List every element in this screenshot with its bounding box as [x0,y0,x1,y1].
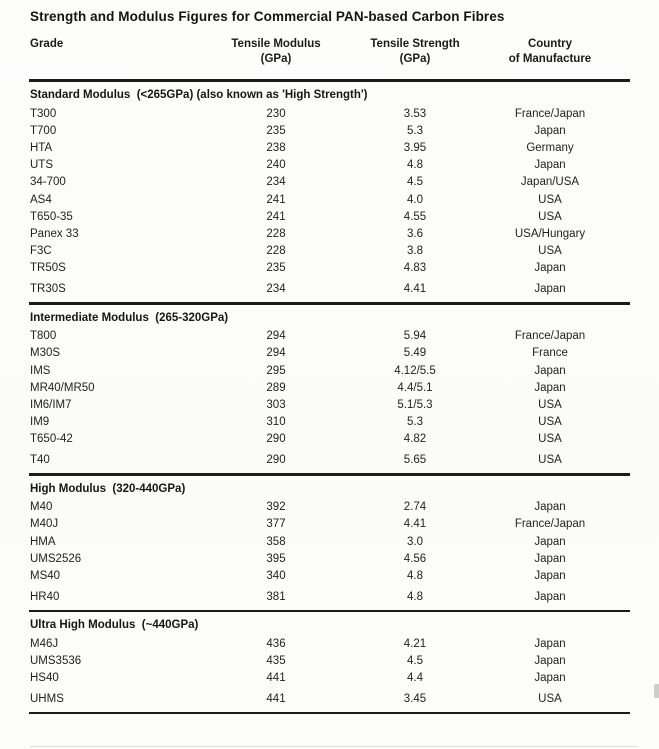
tensile-modulus-cell: 228 [266,245,286,258]
table-row [30,533,610,550]
country-cell: Japan [534,124,566,137]
table-row [30,191,610,208]
tensile-strength-cell: 4.12/5.5 [394,364,436,377]
scan-artifact [654,684,659,698]
tensile-modulus-cell: 436 [266,637,286,650]
grade-cell: MR40/MR50 [30,381,95,394]
table-row [30,452,610,469]
tensile-strength-cell: 3.45 [403,693,427,706]
tensile-modulus-cell: 235 [266,124,286,137]
tensile-modulus-cell: 228 [266,227,286,240]
tensile-strength-cell: 5.3 [407,416,423,429]
tensile-strength-cell: 4.4 [407,672,423,685]
table-row [30,122,610,139]
country-cell: Japan [534,552,566,565]
country-cell: USA [538,454,562,467]
country-cell: USA [538,193,562,206]
grade-cell: IM6/IM7 [30,398,72,411]
tensile-modulus-cell: 240 [266,159,286,172]
tensile-modulus-cell: 441 [266,672,286,685]
column-header-sub: of Manufacture [508,53,592,65]
tensile-strength-cell: 4.56 [403,552,427,565]
grade-cell: TR50S [30,262,66,275]
tensile-strength-cell: 4.41 [403,518,427,531]
tensile-modulus-cell: 303 [266,398,286,411]
tensile-modulus-cell: 381 [266,591,286,604]
tensile-modulus-cell: 295 [266,364,286,377]
table-row [30,516,610,533]
tensile-strength-cell: 5.49 [403,347,427,360]
tensile-modulus-cell: 340 [266,569,286,582]
tensile-strength-cell: 4.41 [403,283,427,296]
tensile-modulus-cell: 441 [266,693,286,706]
tensile-modulus-cell: 241 [266,193,286,206]
tensile-strength-cell: 3.95 [403,141,427,154]
country-cell: Japan [534,364,566,377]
tensile-modulus-cell: 290 [266,433,286,446]
tensile-strength-cell: 5.1/5.3 [397,398,433,411]
grade-cell: UMS2526 [30,552,82,565]
tensile-modulus-cell: 234 [266,283,286,296]
tensile-modulus-cell: 358 [266,535,286,548]
table-row [30,396,610,413]
grade-cell: T300 [30,107,57,120]
grade-cell: M30S [30,347,61,360]
tensile-modulus-cell: 435 [266,654,286,667]
grade-cell: Panex 33 [30,227,79,240]
grade-cell: T650-35 [30,210,73,223]
table-row [30,208,610,225]
grade-cell: HR40 [30,591,60,604]
grade-cell: M40 [30,501,53,514]
grade-cell: T800 [30,330,57,343]
page-bottom-line [30,746,638,747]
column-header-label: Tensile Strength [370,38,460,50]
tensile-strength-cell: 4.83 [403,262,427,275]
table-row [30,670,610,687]
country-cell: France [532,347,568,360]
grade-cell: IM9 [30,416,50,429]
table-row [30,652,610,669]
grade-cell: HTA [30,141,53,154]
tensile-strength-cell: 4.55 [403,210,427,223]
country-cell: Japan [534,672,566,685]
table-row [30,589,610,606]
grade-cell: HMA [30,535,56,548]
page-title: Strength and Modulus Figures for Commercial PAN-based Carbon Fibres [30,9,505,24]
grade-cell: F3C [30,245,52,258]
tensile-strength-cell: 5.94 [403,330,427,343]
country-cell: Japan [534,381,566,394]
grade-cell: UTS [30,159,53,172]
section-heading: Intermediate Modulus (265-320GPa) [30,311,229,324]
table-row [30,362,610,379]
grade-cell: T700 [30,124,57,137]
tensile-strength-cell: 3.0 [407,535,423,548]
column-header-tensile-strength [340,37,490,67]
tensile-modulus-cell: 310 [266,416,286,429]
tensile-modulus-cell: 294 [266,330,286,343]
country-cell: USA [538,398,562,411]
tensile-strength-cell: 3.6 [407,227,423,240]
tensile-strength-cell: 4.0 [407,193,423,206]
table-row [30,328,610,345]
tensile-modulus-cell: 234 [266,176,286,189]
tensile-modulus-cell: 377 [266,518,286,531]
tensile-strength-cell: 4.82 [403,433,427,446]
tensile-modulus-cell: 290 [266,454,286,467]
tensile-strength-cell: 4.5 [407,654,423,667]
country-cell: Germany [526,141,574,154]
column-header-tensile-modulus [212,37,340,67]
grade-cell: HS40 [30,672,59,685]
country-cell: Japan [534,501,566,514]
table-row [30,567,610,584]
table-row [30,281,610,298]
table-row [30,379,610,396]
tensile-strength-cell: 4.8 [407,591,423,604]
table-row [30,499,610,516]
column-header-unit: (GPa) [260,53,292,65]
section-heading: Ultra High Modulus (~440GPa) [30,619,199,632]
section-heading: Standard Modulus (<265GPa) (also known as 'High Strength') [30,89,368,101]
table-row [30,174,610,191]
country-cell: Japan [534,654,566,667]
tensile-strength-cell: 4.8 [407,159,423,172]
grade-cell: UHMS [30,693,64,706]
country-cell: Japan [534,569,566,582]
tensile-strength-cell: 2.74 [403,501,427,514]
table-header-row [30,37,610,67]
grade-cell: TR30S [30,283,66,296]
table-row [30,550,610,567]
grade-cell: UMS3536 [30,654,82,667]
country-cell: USA/Hungary [514,227,586,240]
grade-cell: IMS [30,364,51,377]
grade-cell: 34-700 [30,176,66,189]
country-cell: USA [538,433,562,446]
header-divider [29,79,630,82]
tensile-modulus-cell: 241 [266,210,286,223]
tensile-strength-cell: 5.3 [407,124,423,137]
country-cell: Japan [534,262,566,275]
column-header-label: Country [527,38,573,50]
column-header-label: Tensile Modulus [231,38,321,50]
country-cell: USA [538,210,562,223]
table-row [30,243,610,260]
table-row [30,431,610,448]
grade-cell: T650-42 [30,433,73,446]
table-row [30,225,610,242]
tensile-strength-cell: 3.53 [403,107,427,120]
tensile-modulus-cell: 392 [266,501,286,514]
section-divider [29,473,630,476]
column-header-grade [30,37,212,67]
country-cell: USA [538,693,562,706]
tensile-strength-cell: 4.5 [407,176,423,189]
column-header-country [490,37,610,67]
section-divider [29,610,630,613]
tensile-modulus-cell: 230 [266,107,286,120]
tensile-modulus-cell: 294 [266,347,286,360]
grade-cell: M46J [30,637,59,650]
tensile-strength-cell: 4.8 [407,569,423,582]
table-row [30,414,610,431]
tensile-modulus-cell: 238 [266,141,286,154]
country-cell: USA [538,245,562,258]
country-cell: Japan [534,159,566,172]
column-header-label: Grade [30,38,64,50]
table-body [0,88,659,714]
table-row [30,260,610,277]
tensile-strength-cell: 3.8 [407,245,423,258]
country-cell: Japan/USA [520,176,580,189]
table-row [30,691,610,708]
table-row [30,345,610,362]
table-row [30,139,610,156]
country-cell: USA [538,416,562,429]
table-row [30,157,610,174]
grade-cell: M40J [30,518,59,531]
table-row [30,105,610,122]
section-divider [29,302,630,305]
tensile-modulus-cell: 235 [266,262,286,275]
country-cell: Japan [534,535,566,548]
country-cell: Japan [534,591,566,604]
tensile-modulus-cell: 395 [266,552,286,565]
tensile-strength-cell: 4.21 [403,637,427,650]
table-row [30,635,610,652]
grade-cell: T40 [30,454,50,467]
tensile-modulus-cell: 289 [266,381,286,394]
grade-cell: AS4 [30,193,52,206]
column-header-unit: (GPa) [399,53,431,65]
country-cell: Japan [534,637,566,650]
grade-cell: MS40 [30,569,61,582]
section-heading: High Modulus (320-440GPa) [30,482,186,495]
section-divider [29,712,630,715]
tensile-strength-cell: 5.65 [403,454,427,467]
country-cell: France/Japan [514,330,586,343]
country-cell: France/Japan [514,107,586,120]
country-cell: France/Japan [514,518,586,531]
country-cell: Japan [534,283,566,296]
tensile-strength-cell: 4.4/5.1 [397,381,433,394]
